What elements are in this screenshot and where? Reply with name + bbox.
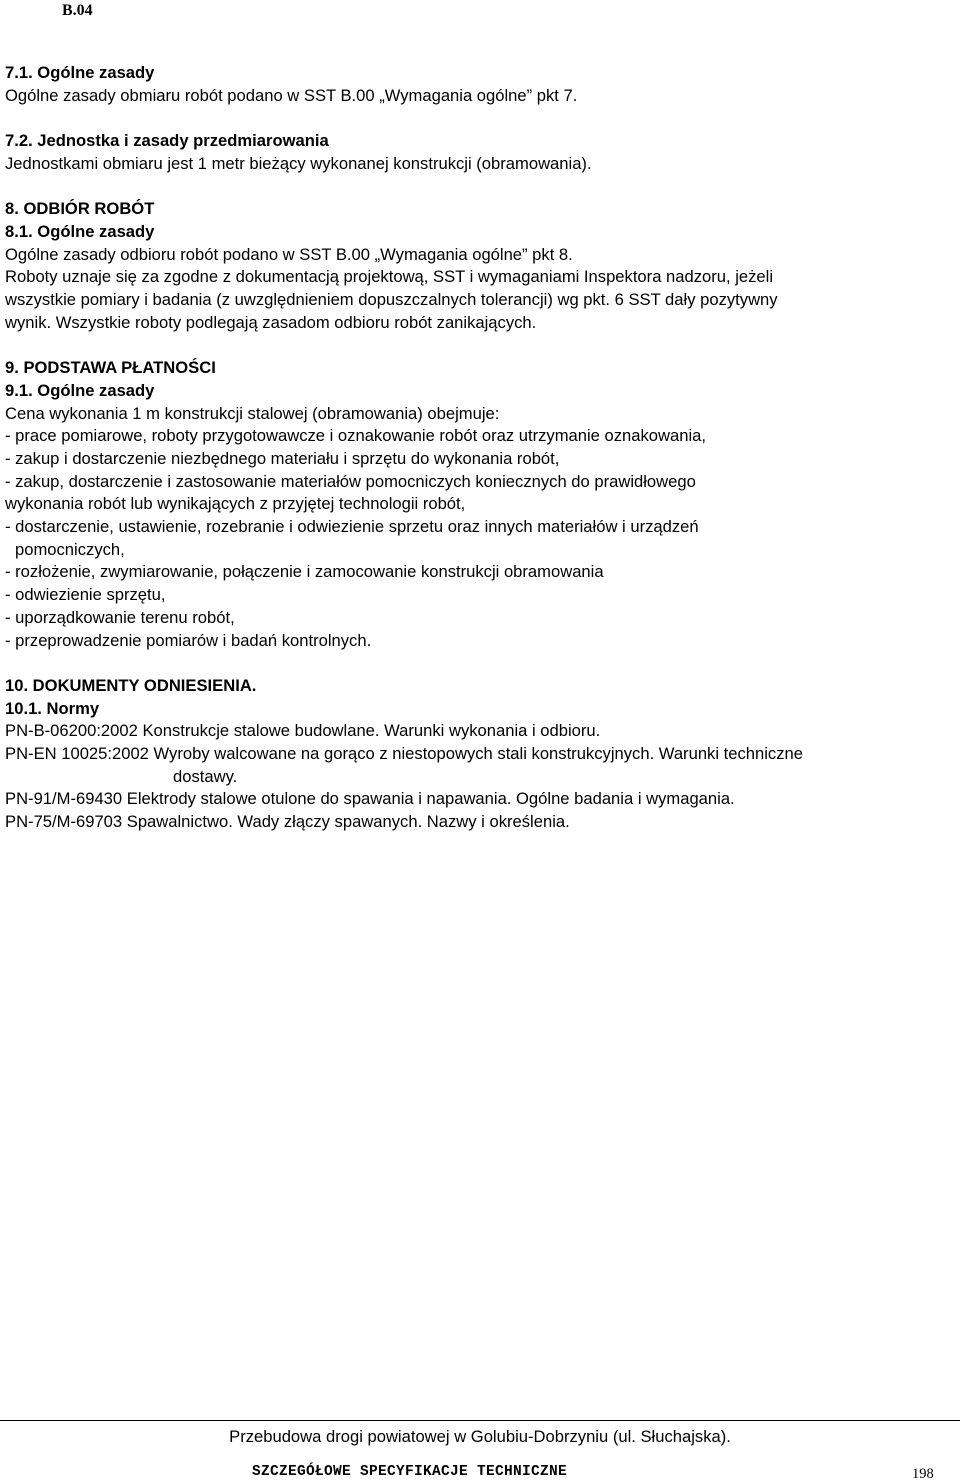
paragraph: Ogólne zasady obmiaru robót podano w SST B.00 „Wymagania ogólne” pkt 7. <box>5 85 578 105</box>
list-item: - zakup i dostarczenie niezbędnego materiału i sprzętu do wykonania robót, <box>5 448 560 468</box>
paragraph: Jednostkami obmiaru jest 1 metr bieżący wykonanej konstrukcji (obramowania). <box>5 153 592 173</box>
footer-spec-title: SZCZEGÓŁOWE SPECYFIKACJE TECHNICZNE <box>252 1464 568 1480</box>
section-title: 8.1. Ogólne zasady <box>5 221 155 241</box>
list-item: - dostarczenie, ustawienie, rozebranie i odwiezienie sprzetu oraz innych materiałów i urządzeń <box>5 517 699 537</box>
list-item: pomocniczych, <box>15 539 125 559</box>
section-title: 10.1. Normy <box>5 698 100 718</box>
paragraph: Ogólne zasady odbioru robót podano w SST B.00 „Wymagania ogólne” pkt 8. <box>5 244 573 264</box>
paragraph: Cena wykonania 1 m konstrukcji stalowej (obramowania) obejmuje: <box>5 403 500 423</box>
list-item: - zakup, dostarczenie i zastosowanie materiałów pomocniczych koniecznych do prawidłowego <box>5 471 696 491</box>
list-item: - odwiezienie sprzętu, <box>5 585 166 605</box>
list-item: - uporządkowanie terenu robót, <box>5 607 235 627</box>
norm-item: PN-B-06200:2002 Konstrukcje stalowe budowlane. Warunki wykonania i odbioru. <box>5 721 601 741</box>
paragraph: wszystkie pomiary i badania (z uwzględnieniem dopuszczalnych tolerancji) wg pkt. 6 SST dały pozytywny <box>5 290 778 309</box>
footer-project-name: Przebudowa drogi powiatowej w Golubiu-Dobrzyniu (ul. Słuchajska). <box>229 1427 731 1446</box>
section-title: 7.1. Ogólne zasady <box>5 63 155 82</box>
list-item: - rozłożenie, zwymiarowanie, połączenie i zamocowanie konstrukcji obramowania <box>5 562 604 582</box>
norm-item: PN-EN 10025:2002 Wyroby walcowane na gorąco z niestopowych stali konstrukcyjnych. Warunki techniczne <box>5 744 803 764</box>
paragraph: Roboty uznaje się za zgodne z dokumentacją projektową, SST i wymaganiami Inspektora nadzoru, jeżeli <box>5 267 774 287</box>
chapter-title: 10. DOKUMENTY ODNIESIENIA. <box>5 675 257 695</box>
chapter-title: 8. ODBIÓR ROBÓT <box>5 199 155 219</box>
list-item: - prace pomiarowe, roboty przygotowawcze i oznakowanie robót oraz utrzymanie oznakowania, <box>5 426 706 446</box>
footer-divider <box>0 1420 960 1421</box>
list-item: - przeprowadzenie pomiarów i badań kontrolnych. <box>5 630 372 650</box>
chapter-title: 9. PODSTAWA PŁATNOŚCI <box>5 358 216 378</box>
section-title: 9.1. Ogólne zasady <box>5 380 155 400</box>
document-code: B.04 <box>62 2 93 19</box>
norm-item: dostawy. <box>173 766 238 786</box>
list-item: wykonania robót lub wynikających z przyjętej technologii robót, <box>5 494 466 514</box>
section-title: 7.2. Jednostka i zasady przedmiarowania <box>5 131 329 151</box>
document-body <box>5 62 950 834</box>
norm-item: PN-75/M-69703 Spawalnictwo. Wady złączy spawanych. Nazwy i określenia. <box>5 812 570 832</box>
page-number: 198 <box>912 1466 934 1482</box>
norm-item: PN-91/M-69430 Elektrody stalowe otulone do spawania i napawania. Ogólne badania i wymagania. <box>5 789 735 809</box>
paragraph: wynik. Wszystkie roboty podlegają zasadom odbioru robót zanikających. <box>5 312 537 332</box>
